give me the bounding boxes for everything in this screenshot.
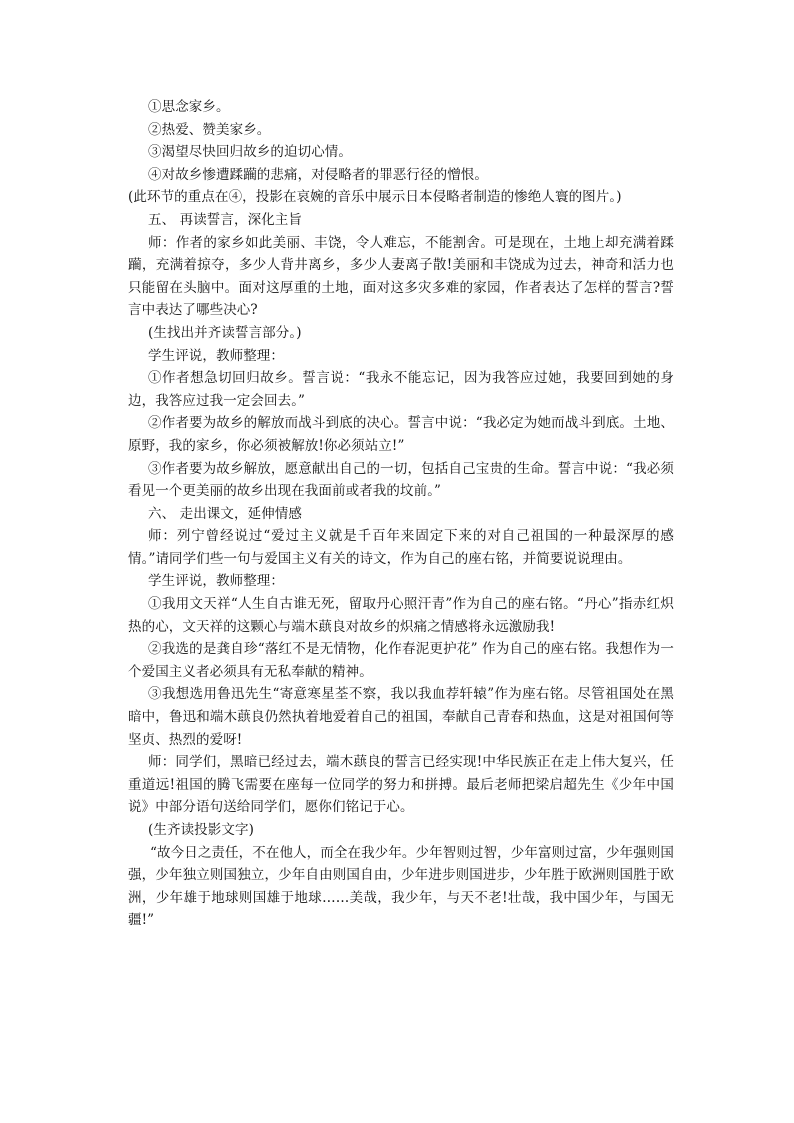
teacher-paragraph: 师：同学们，黑暗已经过去，端木蕻良的誓言已经实现!中华民族正在走上伟大复兴，任重道远!祖国的腾飞需要在座每一位同学的努力和拼搏。最后老师把梁启超先生《少年中国说》中部分语句送给同学们，愿你们铭记于心。 bbox=[128, 754, 674, 816]
motto-item-2: ②我选的是龚自珍“落红不是无情物，化作春泥更护花” 作为自己的座右铭。我想作为一个爱国主义者必须具有无私奉献的精神。 bbox=[128, 641, 674, 680]
list-item-4: ④对故乡惨遭蹂躏的悲痛，对侵略者的罪恶行径的憎恨。 bbox=[148, 166, 488, 183]
section-heading-5: 五、 再读誓言，深化主旨 bbox=[148, 211, 302, 228]
motto-item-3: ③我想选用鲁迅先生“寄意寒星荃不察，我以我血荐轩辕”作为座右铭。尽管祖国处在黑暗中，鲁迅和端木蕻良仍然执着地爱着自己的祖国，奉献自己青春和热血，这是对祖国何等坚贞、热烈的爱呀! bbox=[128, 686, 674, 748]
stage-note: (生齐读投影文字) bbox=[148, 822, 254, 838]
paragraph: 学生评说，教师整理： bbox=[148, 573, 284, 590]
list-item-2: ②热爱、赞美家乡。 bbox=[148, 121, 271, 138]
stage-note: (生找出并齐读誓言部分。) bbox=[148, 324, 302, 341]
section-heading-6: 六、 走出课文，延伸情感 bbox=[148, 505, 302, 522]
stage-note: (此环节的重点在④，投影在哀婉的音乐中展示日本侵略者制造的惨绝人寰的图片。) bbox=[128, 189, 622, 206]
motto-item-1: ①我用文天祥“人生自古谁无死，留取丹心照汗青”作为自己的座右铭。“丹心”指赤红炽热的心，文天祥的这颗心与端木蕻良对故乡的炽痛之情感将永远激励我! bbox=[128, 596, 674, 635]
list-item-1: ①思念家乡。 bbox=[148, 99, 230, 115]
answer-item-1: ①作者想急切回归故乡。誓言说：“我永不能忘记，因为我答应过她，我要回到她的身边，我答应过我一定会回去。” bbox=[128, 370, 674, 409]
teacher-paragraph: 师：列宁曾经说过“爱过主义就是千百年来固定下来的对自己祖国的一种最深厚的感情。”请同学们些一句与爱国主义有关的诗文，作为自己的座右铭，并简要说说理由。 bbox=[128, 528, 674, 567]
list-item-3: ③渴望尽快回归故乡的迫切心情。 bbox=[148, 144, 352, 161]
paragraph: 学生评说，教师整理： bbox=[148, 347, 284, 364]
document-body bbox=[128, 96, 674, 932]
answer-item-2: ②作者要为故乡的解放而战斗到底的决心。誓言中说：“我必定为她而战斗到底。土地、原野，我的家乡，你必须被解放!你必须站立!” bbox=[128, 415, 674, 454]
answer-item-3: ③作者要为故乡解放，愿意献出自己的一切，包括自己宝贵的生命。誓言中说：“我必须看见一个更美丽的故乡出现在我面前或者我的坟前。” bbox=[128, 460, 674, 500]
teacher-paragraph: 师：作者的家乡如此美丽、丰饶，令人难忘，不能割舍。可是现在，土地上却充满着蹂躏，充满着掠夺，多少人背井离乡，多少人妻离子散!美丽和丰饶成为过去，神奇和活力也只能留在头脑中。面对这厚重的土地，面对这多灾多难的家园，作者表达了怎样的誓言?誓言中表达了哪些决心? bbox=[128, 234, 674, 319]
quote-paragraph: “故今日之责任，不在他人，而全在我少年。少年智则过智，少年富则过富，少年强则国强，少年独立则国独立，少年自由则国自由，少年进步则国进步，少年胜于欧洲则国胜于欧洲，少年雄于地球则国雄于地球……美哉，我少年，与天不老!壮哉，我中国少年，与国无疆!” bbox=[128, 844, 674, 929]
